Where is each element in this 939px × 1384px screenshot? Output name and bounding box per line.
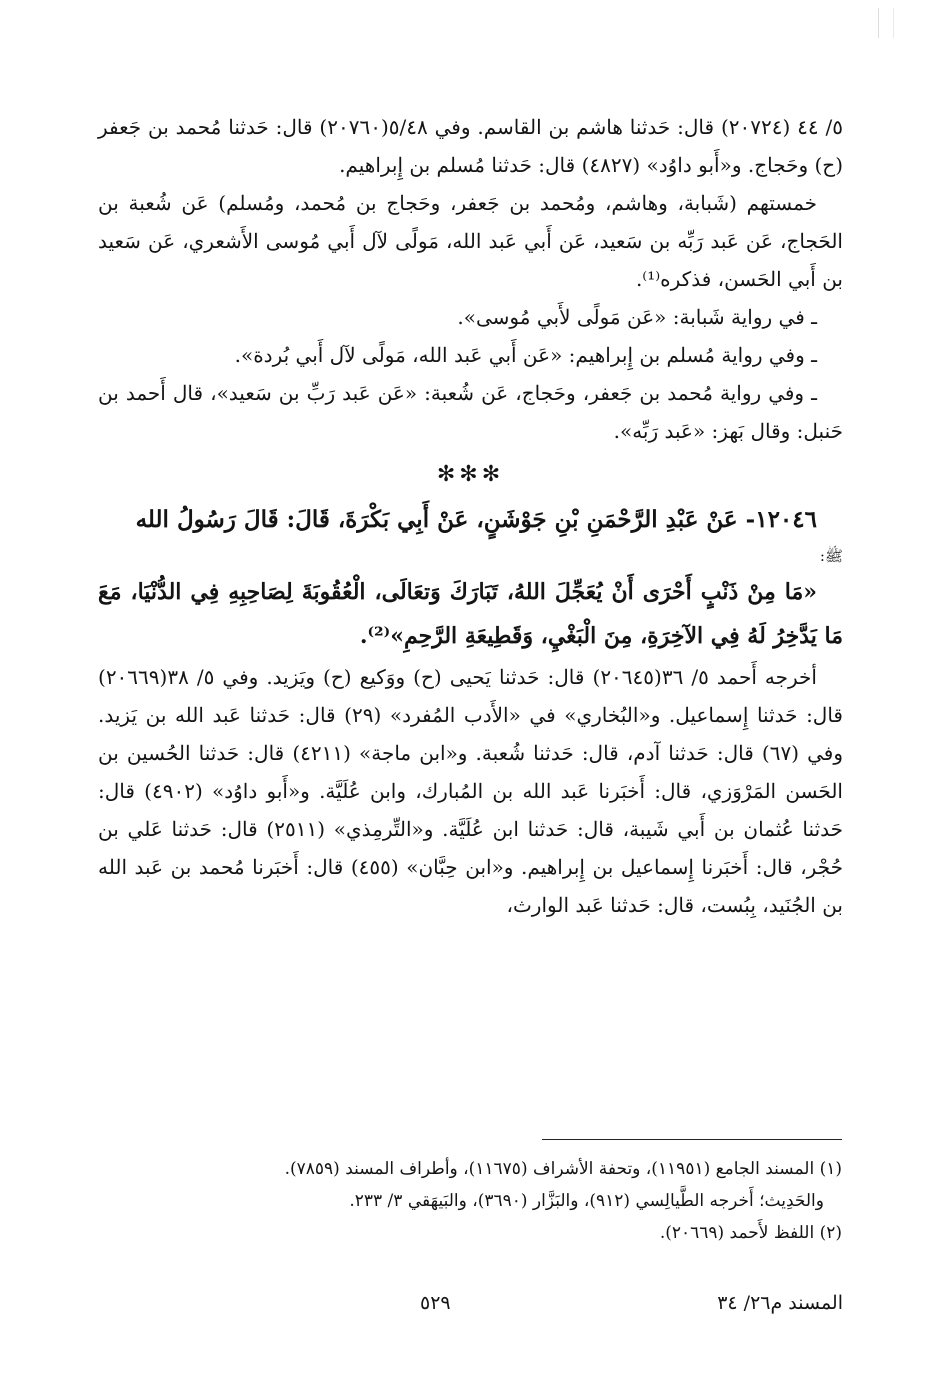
paragraph-variant-muslim: ـ وفي رواية مُسلم بن إِبراهيم: «عَن أَبي عَبد الله، مَولًى لآل أَبي بُردة». <box>234 343 817 367</box>
paragraph-variant-muhammad: ـ وفي رواية مُحمد بن جَعفر، وحَجاج، عَن شُعبة: «عَن عَبد رَبِّ بن سَعيد»، قال أَحمد بن حَنبل: وقال بَهز: «عَبد رَبِّه». <box>98 381 843 443</box>
salutation-ligature: ﷺ: <box>819 547 843 565</box>
footnote-2: (٢) اللفظ لأَحمد (٢٠٦٦٩). <box>659 1223 842 1243</box>
footnotes <box>170 1153 842 1249</box>
paragraph-variant-shababa: ـ في رواية شَبابة: «عَن مَولًى لأَبي مُوسى». <box>457 305 817 329</box>
page-number: ٥٢٩ <box>420 1292 451 1314</box>
hadith-takhrij: أخرجه أَحمد ٥/ ٣٦(٢٠٦٤٥) قال: حَدثنا يَحيى (ح) ووَكيع (ح) ويَزيد. وفي ٥/ ٣٨(٢٠٦٦٩) قال: حَدثنا إِسماعيل. و«البُخاري» في «الأَدب المُفرد» (٢٩) قال: حَدثنا عَبد الله بن يَزيد. وفي (٦٧) قال: حَدثنا آدم، قال: حَدثنا شُعبة. و«ابن ماجة» (٤٢١١) قال: حَدثنا الحُسين بن الحَسن المَرْوَزي، قال: أَخبَرنا عَبد الله بن المُبارك، وابن عُلَيَّة. و«أَبو داوُد» (٤٩٠٢) قال: حَدثنا عُثمان بن أَبي شَيبة، قال: حَدثنا ابن عُلَيَّة. و«التِّرمِذي» (٢٥١١) قال: حَدثنا عَلي بن حُجْر، قال: أَخبَرنا إِسماعيل بن إِبراهيم. و«ابن حِبَّان» (٤٥٥) قال: أَخبَرنا مُحمد بن عَبد الله بن الجُنَيد، بِبُست، قال: حَدثنا عَبد الوارث، <box>98 665 843 917</box>
section-separator: ✻✻✻ <box>436 462 505 487</box>
volume-signature: المسند م٢٦/ ٣٤ <box>717 1292 843 1314</box>
hadith-heading: ١٢٠٤٦- عَنْ عَبْدِ الرَّحْمَنِ بْنِ جَوْشَنٍ، عَنْ أَبِي بَكْرَةَ، قَالَ: قَالَ رَسُولُ الله <box>135 506 817 533</box>
footnote-1-continuation: والحَدِيث؛ أَخرجه الطَّيالِسي (٩١٢)، والبَزَّار (٣٦٩٠)، والبَيهَقي ٣/ ٢٣٣. <box>349 1191 824 1211</box>
paragraph-chain-summary: خمستهم (شَبابة، وهاشم، ومُحمد بن جَعفر، وحَجاج بن مُحمد، ومُسلم) عَن شُعبة بن الحَجاج، عَن عَبد رَبِّه بن سَعيد، عَن أَبي عَبد الله، مَولًى لآل أَبي مُوسى الأَشعري، عَن سَعيد بن أَبي الحَسن، فذكره⁽¹⁾. <box>98 191 843 291</box>
hadith-text: «مَا مِنْ ذَنْبٍ أَحْرَى أَنْ يُعَجِّلَ اللهُ، تَبَارَكَ وَتعَالَى، الْعُقُوبَةَ لِصَاحِبِهِ فِي الدُّنْيَا، مَعَ مَا يَدَّخِرُ لَهُ فِي الآخِرَةِ، مِنَ الْبَغْيِ، وَقَطِيعَةِ الرَّحِمِ»⁽²⁾. <box>98 579 843 649</box>
scan-edge-mark <box>878 8 894 38</box>
paragraph-isnad-continuation: ٥/ ٤٤ (٢٠٧٢٤) قال: حَدثنا هاشم بن القاسم. وفي ٥/٤٨(٢٠٧٦٠) قال: حَدثنا مُحمد بن جَعفر (ح) وحَجاج. و«أَبو داوُد» (٤٨٢٧) قال: حَدثنا مُسلم بن إِبراهيم. <box>98 115 843 177</box>
footnote-divider <box>542 1139 842 1140</box>
footnote-1: (١) المسند الجامع (١١٩٥١)، وتحفة الأشراف (١١٦٧٥)، وأطراف المسند (٧٨٥٩). <box>284 1159 842 1179</box>
main-text <box>98 108 843 924</box>
